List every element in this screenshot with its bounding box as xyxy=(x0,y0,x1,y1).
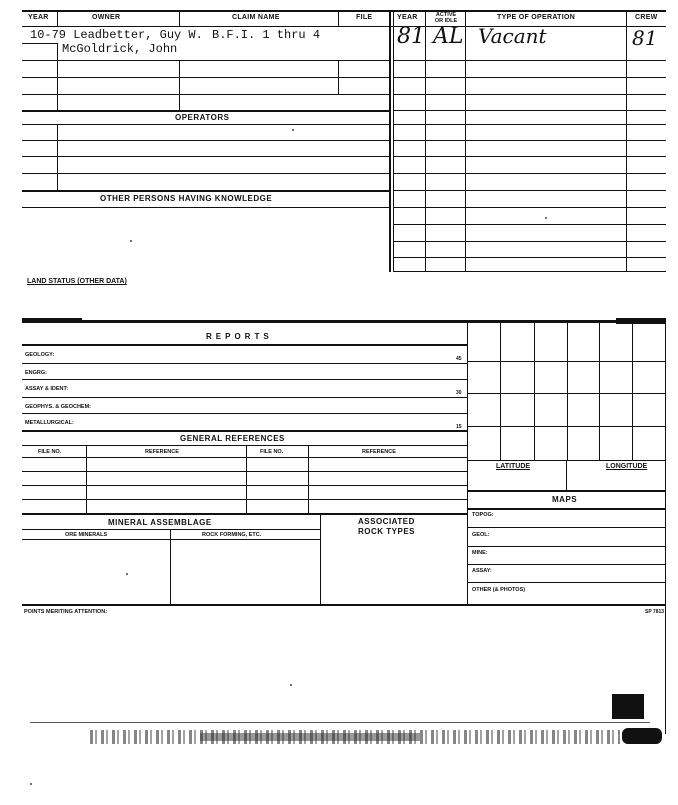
longitude-label: LONGITUDE xyxy=(606,463,648,470)
speck xyxy=(30,783,32,785)
general-references-heading: GENERAL REFERENCES xyxy=(180,434,285,443)
row-line xyxy=(22,485,468,486)
divider xyxy=(566,460,567,490)
divider xyxy=(338,10,339,26)
row-line xyxy=(22,140,389,141)
row-line xyxy=(22,173,389,174)
report-geophys: GEOPHYS. & GEOCHEM: xyxy=(25,404,92,410)
row-line xyxy=(467,527,665,528)
divider xyxy=(467,323,468,605)
divider xyxy=(57,43,58,110)
claim-entry: B.F.I. 1 thru 4 xyxy=(212,28,321,42)
speck xyxy=(126,573,128,575)
other-persons-top-line xyxy=(22,190,389,192)
grid-line xyxy=(665,323,666,605)
divider xyxy=(465,26,466,272)
operators-heading: OPERATORS xyxy=(175,113,230,122)
report-number: 15 xyxy=(456,424,462,430)
row-line xyxy=(22,379,468,380)
mid-top-border xyxy=(22,320,666,323)
reference-header-2: REFERENCE xyxy=(362,449,396,455)
handwritten-operation: Vacant xyxy=(478,24,547,48)
row-line xyxy=(467,508,665,510)
row-line xyxy=(22,457,468,458)
row-line xyxy=(22,77,389,78)
report-number: 30 xyxy=(456,390,462,396)
map-other: OTHER (& PHOTOS) xyxy=(472,587,526,593)
row-line xyxy=(393,207,666,208)
row-line xyxy=(393,60,666,61)
map-mine: MINE: xyxy=(472,550,488,556)
divider xyxy=(626,26,627,272)
rock-types-heading: ROCK TYPES xyxy=(358,527,416,536)
header-year: YEAR xyxy=(28,14,49,21)
row-line xyxy=(393,224,666,225)
row-line xyxy=(393,140,666,141)
divider xyxy=(170,529,171,605)
main-divider-2 xyxy=(393,10,394,272)
scan-noise xyxy=(200,733,420,741)
header-crew: CREW xyxy=(635,14,658,21)
grid-line xyxy=(632,323,633,461)
divider xyxy=(626,10,627,26)
other-persons-heading: OTHER PERSONS HAVING KNOWLEDGE xyxy=(100,194,273,203)
row-line xyxy=(393,156,666,157)
divider xyxy=(179,60,180,110)
grid-line xyxy=(534,323,535,461)
row-line xyxy=(22,539,320,540)
map-assay: ASSAY: xyxy=(472,568,492,574)
grid-line xyxy=(467,393,665,394)
ore-minerals-header: ORE MINERALS xyxy=(65,532,108,538)
scan-streak xyxy=(30,722,650,723)
row-line xyxy=(22,529,320,530)
map-topog: TOPOG: xyxy=(472,512,494,518)
row-line xyxy=(393,173,666,174)
report-number: 45 xyxy=(456,356,462,362)
reference-header: REFERENCE xyxy=(145,449,179,455)
scan-block xyxy=(612,694,644,719)
divider xyxy=(338,60,339,94)
header-type-of-operation: TYPE OF OPERATION xyxy=(497,14,576,21)
handwritten-crew: 81 xyxy=(632,26,658,50)
row-line xyxy=(393,94,666,95)
points-meriting-attention-label: POINTS MERITING ATTENTION: xyxy=(24,609,108,615)
header-claim-name: CLAIM NAME xyxy=(232,14,280,21)
form-number: SP 7813 xyxy=(645,609,665,615)
row-line xyxy=(22,363,468,364)
row-line xyxy=(22,413,468,414)
map-geol: GEOL: xyxy=(472,532,490,538)
speck xyxy=(292,129,294,131)
handwritten-year: 81 xyxy=(397,24,425,49)
row-line xyxy=(22,430,468,432)
right-border xyxy=(665,604,666,734)
report-geology: GEOLOGY: xyxy=(25,352,55,358)
rock-forming-header: ROCK FORMING, ETC. xyxy=(202,532,262,538)
divider xyxy=(425,10,426,272)
header-year-2: YEAR xyxy=(397,14,418,21)
row-line xyxy=(393,77,666,78)
speck xyxy=(130,240,132,242)
row-line xyxy=(467,582,665,583)
divider xyxy=(179,10,180,26)
row-line xyxy=(22,499,468,500)
row-line xyxy=(22,124,389,125)
grid-line xyxy=(500,323,501,461)
row-line xyxy=(467,490,665,492)
row-line xyxy=(22,207,389,208)
header-owner: OWNER xyxy=(92,14,121,21)
divider xyxy=(308,445,309,513)
divider xyxy=(86,445,87,513)
scan-blob xyxy=(622,728,662,744)
grid-line xyxy=(599,323,600,461)
grid-line xyxy=(467,361,665,362)
grid-line xyxy=(567,323,568,461)
row-line xyxy=(393,190,666,191)
handwritten-active: AL xyxy=(433,24,464,49)
latitude-label: LATITUDE xyxy=(496,463,531,470)
row-line xyxy=(22,60,389,61)
reports-line xyxy=(22,344,468,346)
owner-2-entry: McGoldrick, John xyxy=(62,42,178,56)
grid-line xyxy=(467,426,665,427)
divider xyxy=(320,513,321,605)
row-line xyxy=(22,471,468,472)
report-engrg: ENGRG: xyxy=(25,370,47,376)
header-file: FILE xyxy=(356,14,373,21)
divider xyxy=(57,10,58,26)
operators-top-line xyxy=(22,110,389,112)
main-divider xyxy=(389,10,391,272)
mineral-assemblage-heading: MINERAL ASSEMBLAGE xyxy=(108,518,212,527)
divider xyxy=(57,124,58,190)
owner-year-entry: 10-79 Leadbetter, Guy W. xyxy=(30,28,203,42)
header-active-or-idle: ACTIVE OR IDLE xyxy=(434,12,458,24)
divider xyxy=(465,10,466,26)
row-line xyxy=(467,546,665,547)
divider xyxy=(246,445,247,513)
scan-mark xyxy=(22,318,82,323)
speck xyxy=(290,684,292,686)
row-line xyxy=(393,241,666,242)
row-line xyxy=(393,124,666,125)
row-line xyxy=(22,94,389,95)
speck xyxy=(545,217,547,219)
row-line xyxy=(22,156,389,157)
row-line xyxy=(22,397,468,398)
mid-bottom-border xyxy=(22,604,666,606)
associated-heading: ASSOCIATED xyxy=(358,517,415,526)
reports-heading: REPORTS xyxy=(206,332,273,341)
maps-heading: MAPS xyxy=(552,495,578,504)
land-status-label: LAND STATUS (OTHER DATA) xyxy=(27,278,127,285)
report-assay: ASSAY & IDENT: xyxy=(25,386,69,392)
header-bottom-line xyxy=(22,26,666,27)
scan-mark xyxy=(616,318,666,324)
report-metallurgical: METALLURGICAL: xyxy=(25,420,74,426)
row-line xyxy=(22,43,58,44)
row-line xyxy=(467,564,665,565)
file-no-header: FILE NO. xyxy=(38,449,62,455)
row-line xyxy=(393,257,666,258)
top-border xyxy=(22,10,666,12)
row-line xyxy=(393,271,666,272)
file-no-header-2: FILE NO. xyxy=(260,449,284,455)
row-line xyxy=(22,445,468,446)
row-line xyxy=(393,110,666,111)
row-line xyxy=(22,513,468,515)
